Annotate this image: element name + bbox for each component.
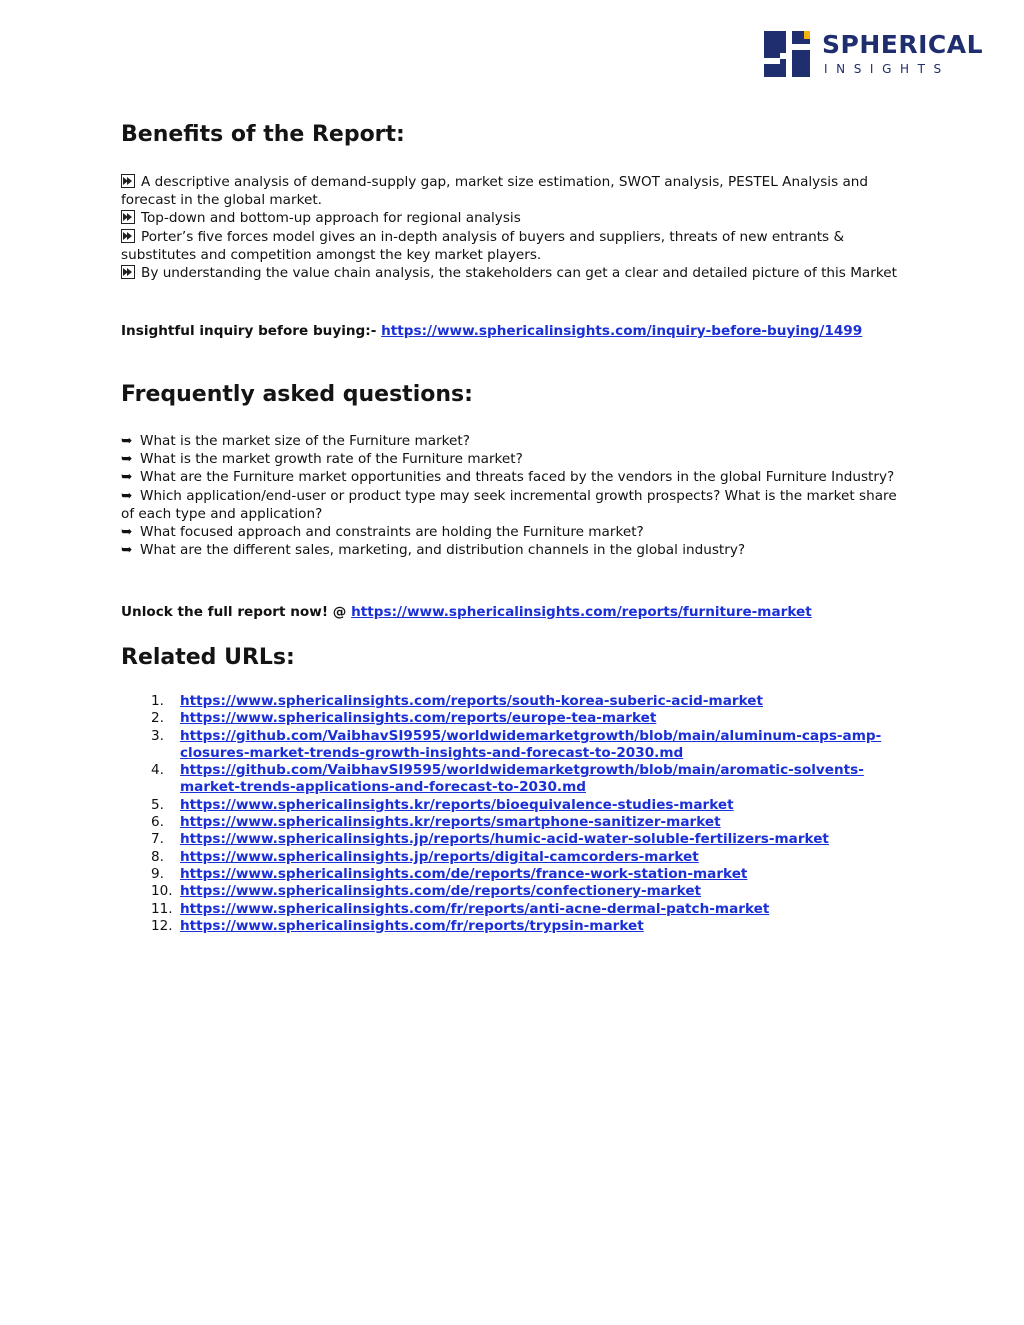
list-item <box>121 918 906 935</box>
right-arrow-icon: ➥ <box>121 433 133 449</box>
list-item <box>121 710 906 727</box>
right-arrow-icon: ➥ <box>121 451 133 468</box>
benefit-text: A descriptive analysis of demand-supply gap, market size estimation, SWOT analysis, PESTEL Analysis and forecast in the global market. <box>121 174 869 209</box>
brand-logo <box>764 30 984 79</box>
list-item <box>121 883 906 900</box>
fast-forward-box-icon <box>121 265 135 279</box>
list-number: 1. <box>151 693 164 709</box>
fast-forward-box-icon <box>121 229 135 243</box>
related-link[interactable]: https://www.sphericalinsights.kr/reports/smartphone-sanitizer-market <box>180 814 721 831</box>
unlock-link[interactable]: https://www.sphericalinsights.com/reports/furniture-market <box>351 604 812 620</box>
benefit-item <box>121 264 906 282</box>
list-number: 3. <box>151 727 164 744</box>
faq-item <box>121 487 906 523</box>
related-link[interactable]: https://www.sphericalinsights.jp/reports/digital-camcorders-market <box>180 848 699 865</box>
right-arrow-icon: ➥ <box>121 524 133 541</box>
list-item <box>121 797 906 814</box>
inquiry-label: Insightful inquiry before buying:- <box>121 323 377 339</box>
inquiry-link[interactable]: https://www.sphericalinsights.com/inquiry-before-buying/1499 <box>381 323 863 339</box>
list-item <box>121 866 906 883</box>
related-url-list <box>121 693 906 935</box>
faq-item <box>121 432 906 450</box>
brand-tagline: INSIGHTS <box>824 62 950 76</box>
benefit-text: Porter’s five forces model gives an in-depth analysis of buyers and suppliers, threats of new entrants & substitutes and competition amongst the key market players. <box>121 228 845 263</box>
related-link[interactable]: https://www.sphericalinsights.com/fr/reports/anti-acne-dermal-patch-market <box>180 900 770 917</box>
related-link[interactable]: https://www.sphericalinsights.jp/reports/humic-acid-water-soluble-fertilizers-market <box>180 831 829 848</box>
faq-question: What are the Furniture market opportunities and threats faced by the vendors in the global Furniture Industry? <box>140 469 895 486</box>
fast-forward-box-icon <box>121 174 135 188</box>
list-item <box>121 849 906 866</box>
list-number: 5. <box>151 796 164 813</box>
right-arrow-icon: ➥ <box>121 542 133 559</box>
unlock-label: Unlock the full report now! @ <box>121 604 347 620</box>
benefit-text: By understanding the value chain analysis, the stakeholders can get a clear and detailed picture of this Market <box>141 265 897 282</box>
faq-question: What is the market growth rate of the Furniture market? <box>140 451 523 468</box>
right-arrow-icon: ➥ <box>121 487 133 504</box>
list-number: 4. <box>151 762 164 779</box>
benefit-text: Top-down and bottom-up approach for regional analysis <box>141 210 521 227</box>
list-item <box>121 762 906 797</box>
related-link[interactable]: https://github.com/VaibhavSI9595/worldwidemarketgrowth/blob/main/aluminum-caps-amp-closures-market-trends-growth-insights-and-forecast-to-2030.md <box>180 727 882 761</box>
faq-item <box>121 468 906 486</box>
list-item <box>121 831 906 848</box>
list-item <box>121 901 906 918</box>
list-number: 9. <box>151 865 164 882</box>
related-link[interactable]: https://www.sphericalinsights.com/reports/europe-tea-market <box>180 710 657 727</box>
brand-name: SPHERICAL <box>822 30 984 59</box>
benefits-list <box>121 173 906 282</box>
faq-item <box>121 541 906 559</box>
spherical-insights-logo-icon <box>764 31 810 77</box>
related-link[interactable]: https://www.sphericalinsights.com/reports/south-korea-suberic-acid-market <box>180 693 763 709</box>
benefit-item <box>121 228 906 264</box>
unlock-line <box>121 604 906 621</box>
list-number: 6. <box>151 814 164 831</box>
list-item <box>121 693 906 710</box>
related-link[interactable]: https://www.sphericalinsights.com/fr/reports/trypsin-market <box>180 917 644 934</box>
related-link[interactable]: https://www.sphericalinsights.kr/reports/bioequivalence-studies-market <box>180 796 734 813</box>
list-number: 12. <box>151 917 173 934</box>
related-link[interactable]: https://github.com/VaibhavSI9595/worldwidemarketgrowth/blob/main/aromatic-solvents-market-trends-applications-and-forecast-to-2030.md <box>180 762 864 796</box>
benefit-item <box>121 209 906 227</box>
inquiry-line <box>121 323 906 340</box>
right-arrow-icon: ➥ <box>121 469 133 486</box>
list-item <box>121 728 906 763</box>
related-heading: Related URLs: <box>121 645 295 670</box>
faq-question: Which application/end-user or product type may seek incremental growth prospects? What is the market share of each type and application? <box>121 487 897 522</box>
fast-forward-box-icon <box>121 210 135 224</box>
faq-item <box>121 523 906 541</box>
faq-question: What is the market size of the Furniture market? <box>140 433 470 449</box>
faq-item <box>121 450 906 468</box>
faq-list <box>121 432 906 559</box>
faq-heading: Frequently asked questions: <box>121 382 473 407</box>
list-item <box>121 814 906 831</box>
list-number: 2. <box>151 710 164 727</box>
faq-question: What are the different sales, marketing, and distribution channels in the global industry? <box>140 542 746 559</box>
related-link[interactable]: https://www.sphericalinsights.com/de/reports/confectionery-market <box>180 883 702 900</box>
list-number: 10. <box>151 883 173 900</box>
list-number: 7. <box>151 831 164 848</box>
related-link[interactable]: https://www.sphericalinsights.com/de/reports/france-work-station-market <box>180 865 748 882</box>
benefit-item <box>121 173 906 209</box>
faq-question: What focused approach and constraints are holding the Furniture market? <box>140 524 644 541</box>
list-number: 11. <box>151 900 173 917</box>
benefits-heading: Benefits of the Report: <box>121 122 405 147</box>
list-number: 8. <box>151 848 164 865</box>
